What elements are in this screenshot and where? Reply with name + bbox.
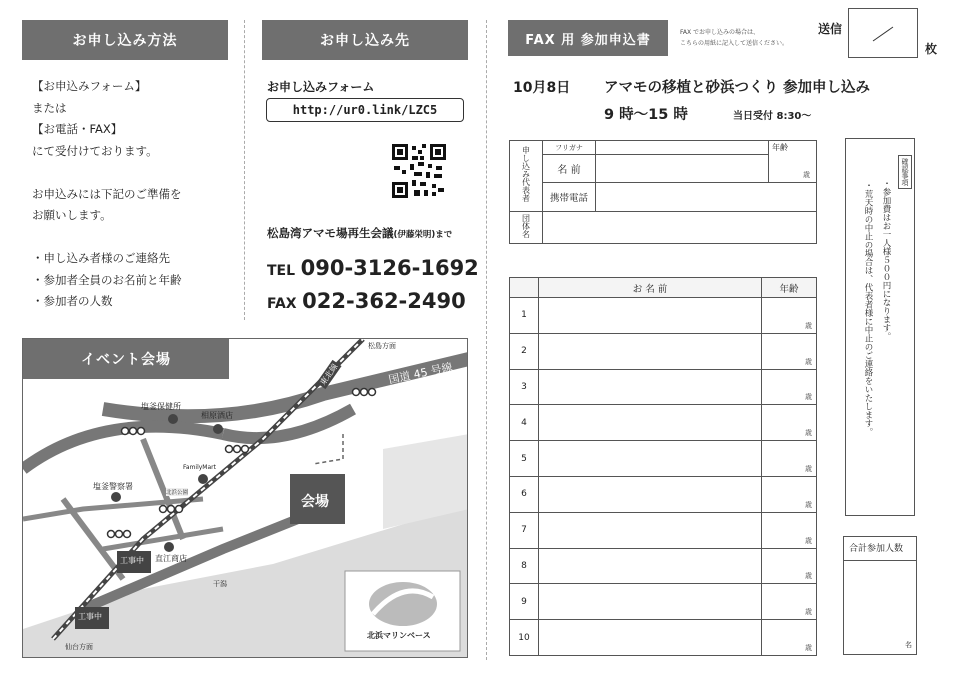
- furigana-field[interactable]: [596, 141, 769, 155]
- method-line: [32, 162, 242, 184]
- list-name-header: お 名 前: [539, 278, 762, 298]
- table-row: [510, 369, 817, 405]
- page-count-slash: [849, 9, 917, 57]
- walking-route: [313, 434, 343, 464]
- age-unit: 歳: [805, 429, 812, 438]
- rep-age-unit: 歳: [803, 171, 810, 180]
- method-header: お申し込み方法: [22, 20, 228, 60]
- participant-name-field[interactable]: [539, 584, 762, 620]
- age-unit: 歳: [805, 572, 812, 581]
- page-unit: 枚: [925, 42, 938, 56]
- method-line: ・申し込み者様のご連絡先: [32, 251, 170, 265]
- participant-name-field[interactable]: [539, 369, 762, 405]
- row-number: 10: [510, 620, 539, 656]
- total-label: 合計参加人数: [849, 544, 904, 554]
- total-unit: 名: [905, 641, 912, 649]
- participant-name-field[interactable]: [539, 512, 762, 548]
- page-count-box[interactable]: [848, 8, 918, 58]
- map-label-matsushima: 松島方面: [368, 342, 396, 350]
- url-box[interactable]: [266, 98, 464, 122]
- method-line: お願いします。: [32, 208, 112, 222]
- table-row: [510, 584, 817, 620]
- total-divider: [844, 560, 916, 561]
- row-number: 7: [510, 512, 539, 548]
- group-field[interactable]: [543, 211, 817, 243]
- event-date: 10月8日: [513, 80, 571, 96]
- list-age-header: 年齢: [762, 278, 817, 298]
- org-suffix: まで: [435, 230, 453, 240]
- participant-table: [509, 277, 817, 656]
- method-line: ・参加者の人数: [32, 294, 113, 308]
- participant-name-field[interactable]: [539, 298, 762, 334]
- participant-name-field[interactable]: [539, 441, 762, 477]
- map-label-shiogama-health: 塩釜保健所: [141, 402, 181, 411]
- row-number: 4: [510, 405, 539, 441]
- table-row: [510, 476, 817, 512]
- method-line: [32, 227, 242, 249]
- confirm-item-2: ・荒天時の中止の場合は、代表者様に中止のご連絡をいたします。: [863, 181, 873, 436]
- confirm-box: [845, 138, 915, 516]
- divider: [244, 20, 245, 320]
- map-label-familymart: FamilyMart: [183, 464, 216, 471]
- rep-label: 申し込み代表者: [521, 146, 531, 203]
- form-label: お申し込みフォーム: [267, 80, 375, 94]
- name-field[interactable]: [596, 155, 769, 183]
- qr-code[interactable]: [392, 144, 446, 198]
- table-row: [510, 441, 817, 477]
- row-number: 6: [510, 476, 539, 512]
- participant-age-field[interactable]: [762, 548, 817, 584]
- participant-name-field[interactable]: [539, 333, 762, 369]
- participant-name-field[interactable]: [539, 620, 762, 656]
- contact-header: お申し込み先: [262, 20, 468, 60]
- mobile-field[interactable]: [596, 183, 817, 211]
- age-unit: 歳: [805, 464, 812, 473]
- row-number: 5: [510, 441, 539, 477]
- fax-note-line: FAX でお申し込みの場合は、: [680, 29, 760, 36]
- row-number: 3: [510, 369, 539, 405]
- method-text: [32, 76, 242, 313]
- method-line: 【お申込みフォーム】: [32, 79, 147, 93]
- table-row: [510, 620, 817, 656]
- method-line: 【お電話・FAX】: [32, 122, 123, 136]
- reception-time: 当日受付 8:30〜: [733, 111, 812, 122]
- map-label-route45: 国道 45 号線: [387, 360, 454, 387]
- method-line: にて受付けております。: [32, 143, 158, 158]
- tel-number[interactable]: 090-3126-1692: [300, 256, 479, 280]
- fax-line: [267, 289, 466, 313]
- event-time: 9 時〜15 時: [604, 107, 688, 123]
- table-row: [510, 548, 817, 584]
- map-label-marine-base: 北浜マリンベース: [367, 631, 431, 640]
- total-box[interactable]: [843, 536, 917, 655]
- map-label-sendai: 仙台方面: [65, 643, 93, 651]
- table-row: [510, 333, 817, 369]
- age-unit: 歳: [805, 643, 812, 652]
- age-unit: 歳: [805, 608, 812, 617]
- participant-age-field[interactable]: [762, 298, 817, 334]
- age-unit: 歳: [805, 321, 812, 330]
- furigana-label: フリガナ: [543, 141, 596, 155]
- rep-form: [509, 140, 817, 244]
- participant-age-field[interactable]: [762, 441, 817, 477]
- method-line: または: [32, 100, 67, 115]
- map-label-tohoku: 東北線: [316, 360, 341, 389]
- participant-age-field[interactable]: [762, 584, 817, 620]
- map-label-senseki: 仙石線: [73, 560, 99, 589]
- age-unit: 歳: [805, 357, 812, 366]
- org-name: [267, 225, 452, 241]
- method-line: ・参加者全員のお名前と年齢: [32, 272, 182, 287]
- participant-age-field[interactable]: [762, 512, 817, 548]
- map-label-aihara: 相原酒店: [201, 411, 233, 420]
- divider: [486, 20, 487, 660]
- map-label-kitahama-park: 北浜公園: [166, 490, 189, 496]
- org-person: (伊藤栄明): [393, 230, 436, 240]
- fax-note-line: こちらの用紙に記入して送信ください。: [680, 40, 789, 47]
- fax-note: [680, 27, 788, 49]
- map-label-shiogama-police: 塩釜警察署: [93, 482, 133, 491]
- participant-age-field[interactable]: [762, 369, 817, 405]
- list-corner: [510, 278, 539, 298]
- table-row: [510, 298, 817, 334]
- participant-name-field[interactable]: [539, 405, 762, 441]
- rep-label-cell: [510, 141, 543, 212]
- venue-map: [22, 338, 468, 658]
- map-label-koji1: 工事中: [120, 556, 144, 565]
- venue-header: イベント会場: [23, 339, 229, 379]
- tel-label: TEL: [267, 263, 296, 279]
- confirm-item-1: ・参加費はお一人様５００円になります。: [881, 179, 891, 341]
- age-unit: 歳: [805, 393, 812, 402]
- map-label-koji2: 工事中: [78, 612, 102, 621]
- table-row: [510, 405, 817, 441]
- confirm-title: 確認事項: [898, 155, 912, 189]
- participant-age-field[interactable]: [762, 476, 817, 512]
- age-unit: 歳: [805, 536, 812, 545]
- participant-age-field[interactable]: [762, 405, 817, 441]
- name-label: 名 前: [543, 155, 596, 183]
- map-label-naoe: 直江商店: [155, 554, 187, 563]
- event-title: アマモの移植と砂浜つくり 参加申し込み: [604, 80, 871, 96]
- mobile-label: 携帯電話: [543, 183, 596, 211]
- row-number: 1: [510, 298, 539, 334]
- age-unit: 歳: [805, 500, 812, 509]
- group-label-cell: [510, 211, 543, 243]
- row-number: 2: [510, 333, 539, 369]
- method-line: お申込みには下記のご準備を: [32, 186, 182, 201]
- participant-age-field[interactable]: [762, 333, 817, 369]
- sent-label: 送信: [818, 22, 843, 36]
- participant-name-field[interactable]: [539, 476, 762, 512]
- fax-label: FAX: [267, 296, 297, 312]
- map-label-kaijo: 会場: [301, 494, 329, 510]
- tel-line: [267, 256, 479, 280]
- row-number: 9: [510, 584, 539, 620]
- rep-age-label: 年齢: [772, 143, 788, 152]
- fax-number[interactable]: 022-362-2490: [302, 289, 466, 313]
- fax-header: FAX 用 参加申込書: [508, 20, 668, 56]
- participant-age-field[interactable]: [762, 620, 817, 656]
- org-name-text: 松島湾アマモ場再生会議: [267, 226, 394, 240]
- row-number: 8: [510, 548, 539, 584]
- group-label: 団体名: [521, 213, 531, 238]
- participant-name-field[interactable]: [539, 548, 762, 584]
- url-text: http://ur0.link/LZC5: [292, 103, 438, 117]
- table-row: [510, 512, 817, 548]
- rep-age-cell[interactable]: [769, 141, 817, 183]
- map-label-higata: 干潟: [213, 580, 227, 588]
